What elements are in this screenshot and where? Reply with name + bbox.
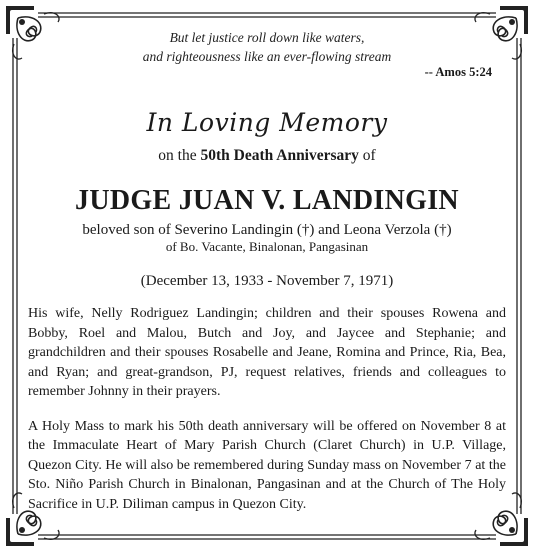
origin: of Bo. Vacante, Binalonan, Pangasinan	[165, 239, 369, 254]
epigraph-line-2: and righteousness like an ever-flowing stream	[142, 49, 392, 64]
deceased-name: JUDGE JUAN V. LANDINGIN	[75, 185, 459, 216]
heading: In Loving Memory	[146, 108, 388, 137]
parentage: beloved son of Severino Landingin (†) and Leona Verzola (†)	[82, 222, 452, 238]
anniversary-emphasis: 50th Death Anniversary	[200, 147, 359, 164]
life-dates: (December 13, 1933 - November 7, 1971)	[140, 273, 394, 289]
anniversary-line	[26, 147, 508, 165]
epigraph-citation: -- Amos 5:24	[424, 65, 492, 79]
memorial-notice	[26, 28, 508, 514]
anniversary-prefix: on the	[158, 147, 197, 164]
family-paragraph: His wife, Nelly Rodriguez Landingin; children and their spouses Rowena and Bobby, Roel and Malou, Butch and Joy, and Jaycee and Stephanie; and grandchildren and their spouses Rosabelle and Jeane, Romina and Prince, Ria, Bea, and Ryan; and great-grandson, PJ, request relatives, friends and colleagues to remember Johnny in their prayers.	[28, 306, 506, 399]
anniversary-suffix: of	[362, 147, 376, 164]
epigraph	[26, 28, 508, 66]
mass-paragraph: A Holy Mass to mark his 50th death anniversary will be offered on November 8 at the Immaculate Heart of Mary Parish Church (Claret Church) in U.P. Village, Quezon City. He will also be remembered during Sunday mass on November 7 at the Sto. Niño Parish Church in Binalonan, Pangasinan and at the Church of The Holy Sacrifice in U.P. Diliman campus in Quezon City.	[28, 418, 506, 512]
epigraph-line-1: But let justice roll down like waters,	[169, 30, 365, 45]
